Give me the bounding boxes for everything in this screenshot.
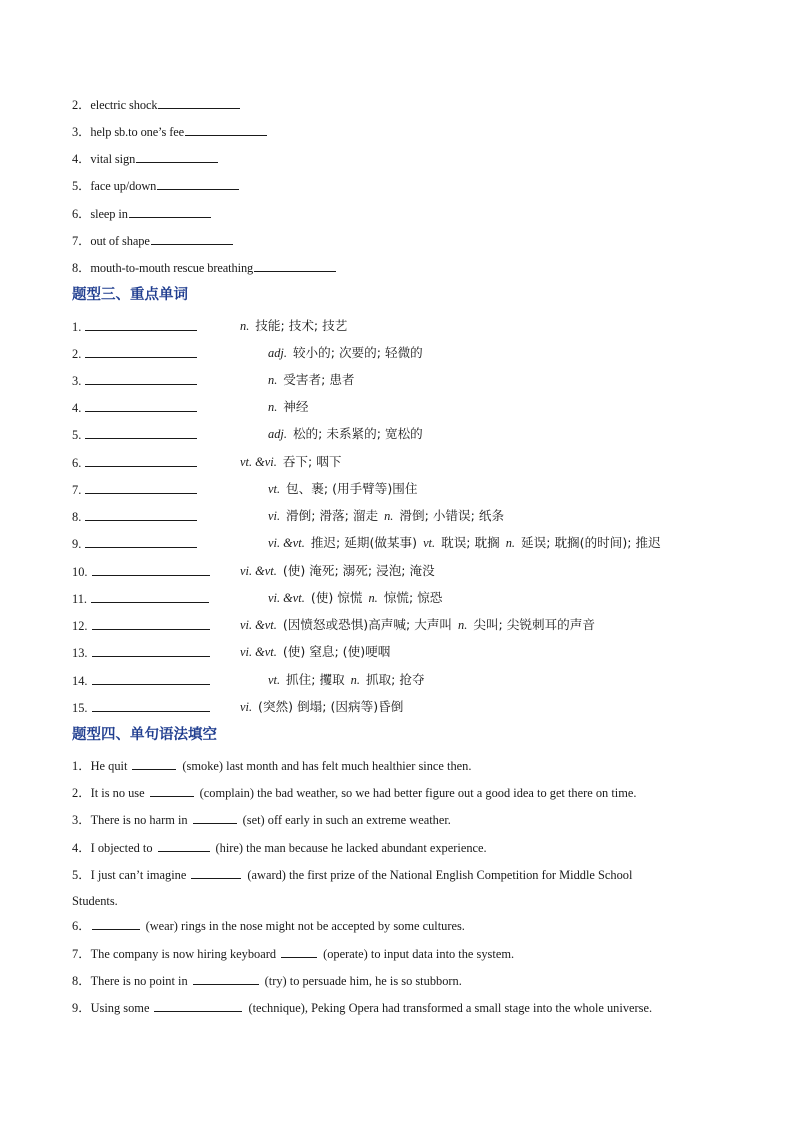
vocab-item — [72, 644, 391, 661]
answer-blank[interactable] — [85, 345, 197, 358]
part-of-speech: n. — [458, 618, 468, 632]
meaning-text: (使) 淹死; 溺死; 浸泡; 淹没 — [282, 563, 435, 578]
part-of-speech: n. — [350, 673, 360, 687]
part-of-speech: vi. &vt. — [268, 536, 305, 550]
phrase-item — [72, 232, 233, 249]
item-number: 9． — [72, 1001, 91, 1015]
sentence-rest: (set) off early in such an extreme weather. — [242, 813, 451, 827]
sentence-start: I just can’t imagine — [90, 868, 187, 882]
answer-blank[interactable] — [85, 399, 197, 412]
item-number: 6． — [72, 207, 91, 221]
meaning-text: 抓住; 攫取 — [286, 672, 345, 687]
item-number: 5． — [72, 179, 91, 193]
sentence-start: Using some — [90, 1001, 150, 1015]
meaning-text: 惊慌; 惊恐 — [383, 590, 443, 605]
answer-blank[interactable] — [129, 205, 211, 218]
meaning-text: 耽误; 耽搁 — [441, 535, 500, 550]
phrase-item — [72, 123, 267, 140]
item-number: 1． — [72, 759, 91, 773]
vocab-item — [72, 535, 661, 552]
phrase-text: electric shock — [90, 98, 158, 112]
part-of-speech: vi. — [268, 509, 281, 523]
part-of-speech: vi. &vt. — [268, 591, 305, 605]
answer-blank[interactable] — [151, 232, 233, 245]
grammar-item — [72, 811, 722, 828]
answer-blank[interactable] — [91, 590, 209, 603]
sentence-start: He quit — [90, 759, 128, 773]
definition — [268, 426, 429, 442]
part-of-speech: n. — [268, 373, 278, 387]
vocab-item — [72, 699, 404, 716]
meaning-text: 神经 — [283, 399, 309, 414]
answer-blank[interactable] — [85, 535, 197, 548]
part-of-speech: vt. — [268, 482, 281, 496]
item-number: 4． — [72, 152, 91, 166]
definition — [268, 535, 667, 551]
part-of-speech: n. — [384, 509, 394, 523]
answer-blank[interactable] — [92, 917, 140, 930]
item-number: 3. — [72, 374, 82, 388]
answer-blank[interactable] — [254, 259, 336, 272]
answer-blank[interactable] — [158, 96, 240, 109]
answer-blank[interactable] — [185, 123, 267, 136]
meaning-text: (使) 窒息; (使)哽咽 — [282, 644, 391, 659]
vocab-item — [72, 454, 342, 471]
answer-blank[interactable] — [92, 563, 210, 576]
meaning-text: 抓取; 抢夺 — [365, 672, 425, 687]
answer-blank[interactable] — [85, 372, 197, 385]
phrase-text: face up/down — [90, 179, 157, 193]
sentence-rest: (smoke) last month and has felt much healthier since then. — [182, 759, 472, 773]
sentence-start: There is no harm in — [90, 813, 188, 827]
item-number: 6. — [72, 456, 82, 470]
phrase-text: vital sign — [90, 152, 136, 166]
section-heading: 题型四、单句语法填空 — [72, 726, 217, 743]
item-number: 6． — [72, 919, 91, 933]
meaning-text: (因愤怒或恐惧)高声喊; 大声叫 — [282, 617, 453, 632]
answer-blank[interactable] — [85, 481, 197, 494]
part-of-speech: vi. — [240, 700, 253, 714]
item-number: 3． — [72, 813, 91, 827]
definition — [240, 699, 409, 715]
definition — [240, 318, 353, 334]
answer-blank[interactable] — [150, 784, 194, 797]
sentence-start: It is no use — [90, 786, 145, 800]
answer-blank[interactable] — [85, 454, 197, 467]
part-of-speech: n. — [240, 319, 250, 333]
grammar-item — [72, 784, 722, 801]
definition — [268, 345, 429, 361]
phrase-text: sleep in — [90, 207, 128, 221]
vocab-item — [72, 372, 355, 389]
item-number: 8． — [72, 261, 91, 275]
sentence-rest: (technique), Peking Opera had transformed a small stage into the whole universe. — [248, 1001, 653, 1015]
grammar-item — [72, 917, 722, 934]
grammar-item — [72, 757, 722, 774]
item-number: 2． — [72, 786, 91, 800]
vocab-item — [72, 426, 423, 443]
phrase-item — [72, 259, 336, 276]
meaning-text: 推迟; 延期(做某事) — [310, 535, 418, 550]
part-of-speech: vi. &vt. — [240, 618, 277, 632]
answer-blank[interactable] — [191, 866, 241, 879]
definition — [268, 590, 448, 606]
part-of-speech: vt. &vi. — [240, 455, 277, 469]
grammar-item — [72, 839, 722, 856]
vocab-item — [72, 617, 595, 634]
meaning-text: (使) 惊慌 — [310, 590, 363, 605]
answer-blank[interactable] — [157, 177, 239, 190]
sentence-rest: (complain) the bad weather, so we had better figure out a good idea to get there on time. — [199, 786, 637, 800]
item-number: 3． — [72, 125, 91, 139]
phrase-item — [72, 205, 211, 222]
item-number: 5． — [72, 868, 91, 882]
meaning-text: 松的; 未系紧的; 宽松的 — [292, 426, 423, 441]
answer-blank[interactable] — [281, 945, 317, 958]
part-of-speech: vi. &vt. — [240, 564, 277, 578]
meaning-text: 滑倒; 小错误; 纸条 — [399, 508, 505, 523]
meaning-text: 滑倒; 滑落; 溜走 — [286, 508, 379, 523]
item-number: 8． — [72, 974, 91, 988]
phrase-text: help sb.to one’s fee — [90, 125, 185, 139]
definition — [240, 644, 396, 660]
part-of-speech: n. — [505, 536, 516, 550]
answer-blank[interactable] — [92, 617, 210, 630]
definition — [268, 372, 361, 388]
grammar-item — [72, 866, 722, 909]
vocab-item — [72, 345, 423, 362]
part-of-speech: adj. — [268, 427, 287, 441]
item-number: 10. — [72, 565, 88, 579]
meaning-text: 较小的; 次要的; 轻微的 — [292, 345, 423, 360]
vocab-item — [72, 672, 425, 689]
definition — [268, 508, 510, 524]
answer-blank[interactable] — [136, 150, 218, 163]
item-number: 2． — [72, 98, 91, 112]
definition — [240, 617, 601, 633]
part-of-speech: n. — [268, 400, 278, 414]
item-number: 8. — [72, 510, 82, 524]
answer-blank[interactable] — [85, 426, 197, 439]
definition — [240, 454, 347, 470]
answer-blank[interactable] — [193, 811, 237, 824]
vocab-item — [72, 318, 348, 335]
part-of-speech: vt. — [268, 673, 281, 687]
definition — [268, 481, 423, 497]
meaning-text: 技能; 技术; 技艺 — [255, 318, 348, 333]
item-number: 7． — [72, 947, 91, 961]
item-number: 7. — [72, 483, 82, 497]
answer-blank[interactable] — [85, 508, 197, 521]
vocab-item — [72, 508, 505, 525]
answer-blank[interactable] — [154, 999, 242, 1012]
answer-blank[interactable] — [193, 972, 259, 985]
item-number: 1. — [72, 320, 82, 334]
grammar-item — [72, 999, 722, 1016]
sentence-start: The company is now hiring keyboard — [90, 947, 277, 961]
sentence-rest: (hire) the man because he lacked abundant experience. — [215, 841, 487, 855]
phrase-item — [72, 96, 240, 113]
item-number: 15. — [72, 701, 88, 715]
phrase-text: out of shape — [90, 234, 150, 248]
answer-blank[interactable] — [92, 644, 210, 657]
answer-blank[interactable] — [92, 672, 210, 685]
sentence-start: There is no point in — [90, 974, 188, 988]
sentence-rest: (award) the first prize of the National English Competition for Middle School — [247, 868, 633, 882]
meaning-text: 尖叫; 尖锐刺耳的声音 — [473, 617, 595, 632]
meaning-text: 吞下; 咽下 — [282, 454, 342, 469]
phrase-item — [72, 177, 239, 194]
item-number: 4． — [72, 841, 91, 855]
section-heading: 题型三、重点单词 — [72, 286, 188, 303]
definition — [240, 563, 441, 579]
answer-blank[interactable] — [85, 318, 197, 331]
item-number: 5. — [72, 428, 82, 442]
part-of-speech: n. — [368, 591, 378, 605]
meaning-text: 包、裹; (用手臂等)围住 — [286, 481, 418, 496]
answer-blank[interactable] — [158, 839, 210, 852]
part-of-speech: vt. — [423, 536, 436, 550]
meaning-text: (突然) 倒塌; (因病等)昏倒 — [258, 699, 404, 714]
item-number: 9. — [72, 537, 82, 551]
item-number: 7． — [72, 234, 91, 248]
vocab-item — [72, 590, 443, 607]
item-number: 14. — [72, 674, 88, 688]
item-number: 13. — [72, 646, 88, 660]
meaning-text: 延误; 耽搁(的时间); 推迟 — [521, 535, 661, 550]
definition — [268, 399, 314, 415]
meaning-text: 受害者; 患者 — [283, 372, 355, 387]
sentence-continuation: Students. — [72, 894, 118, 908]
answer-blank[interactable] — [92, 699, 210, 712]
item-number: 2. — [72, 347, 82, 361]
sentence-rest: (operate) to input data into the system. — [323, 947, 515, 961]
grammar-item — [72, 972, 722, 989]
phrase-text: mouth-to-mouth rescue breathing — [90, 261, 254, 275]
item-number: 4. — [72, 401, 82, 415]
item-number: 11. — [72, 592, 88, 606]
part-of-speech: vi. &vt. — [240, 645, 277, 659]
sentence-rest: (try) to persuade him, he is so stubborn. — [264, 974, 462, 988]
sentence-start: I objected to — [90, 841, 153, 855]
vocab-item — [72, 563, 435, 580]
grammar-item — [72, 945, 722, 962]
item-number: 12. — [72, 619, 88, 633]
vocab-item — [72, 399, 309, 416]
definition — [268, 672, 431, 688]
answer-blank[interactable] — [132, 757, 176, 770]
sentence-rest: (wear) rings in the nose might not be accepted by some cultures. — [145, 919, 465, 933]
phrase-item — [72, 150, 218, 167]
part-of-speech: adj. — [268, 346, 287, 360]
vocab-item — [72, 481, 418, 498]
